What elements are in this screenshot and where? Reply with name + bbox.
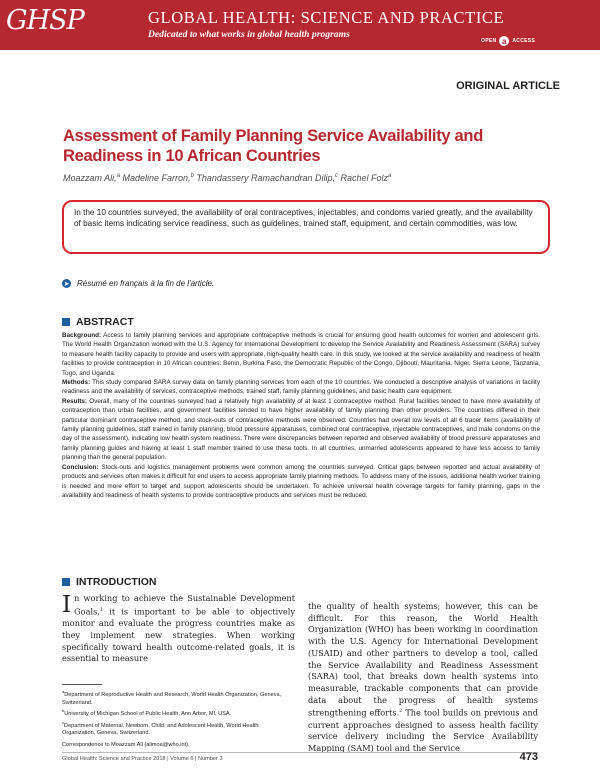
citation-ref[interactable]: 1 bbox=[99, 606, 104, 613]
footnote-mark: c bbox=[62, 719, 64, 725]
abstract-paragraph bbox=[62, 378, 540, 397]
footnote-mark: a bbox=[62, 689, 65, 694]
abstract-label: Results: bbox=[62, 397, 88, 405]
abstract-heading bbox=[62, 316, 134, 328]
author-name[interactable]: Rachel Folz bbox=[338, 173, 389, 183]
introduction-heading-text: INTRODUCTION bbox=[76, 576, 157, 588]
introduction-text: the quality of health systems; however, this can be difficult. For this reason, the World Health Organization (WHO) has been working in coordination with the U.S. Agency for International Development (USAID) and other partners to develop a tool, called the Service Availability and Readiness Assessment (SARA) tool, that breaks down health systems into measurable, trackable components that can provide data about the progress of health systems strengthening efforts. bbox=[308, 601, 538, 719]
abstract-label: Methods: bbox=[62, 379, 91, 387]
introduction-column-1 bbox=[62, 593, 295, 665]
abstract-body bbox=[62, 331, 540, 500]
footer-citation: Global Health: Science and Practice 2018 | Volume 6 | Number 3 bbox=[62, 756, 223, 762]
journal-title: GLOBAL HEALTH: SCIENCE AND PRACTICE bbox=[148, 8, 505, 27]
author-affiliation: a bbox=[388, 173, 392, 179]
footnote bbox=[62, 707, 292, 719]
abstract-text: Access to family planning services and appropriate contraceptive methods is crucial for ensuring good health outcomes for women and adolescent girls. The World Health Organization worked with the U.S. Agency for International Development to develop the Service Availability and Readiness Assessment (SARA) survey to measure health facility capacity to provide and users with appropriate, high-quality health care. In this study, we looked at the service availability and readiness of health facilities to provide contraception in 10 African countries: Benin, Burkina Faso, the Democratic Republic of the Congo, Djibouti, Mauritania, Niger, Sierra Leone, Tanzania, Togo, and Uganda. bbox=[62, 332, 540, 377]
footnote-text: University of Michigan School of Public Health, Ann Arbor, MI, USA. bbox=[64, 711, 232, 718]
arrow-right-icon: ➤ bbox=[63, 280, 70, 288]
abstract-label: Background: bbox=[62, 332, 102, 339]
author-affiliation: a bbox=[116, 173, 121, 179]
citation-ref[interactable]: 2 bbox=[399, 708, 403, 715]
abstract-paragraph bbox=[62, 331, 540, 378]
french-summary-link[interactable] bbox=[62, 279, 214, 288]
drop-cap: I bbox=[62, 592, 72, 618]
introduction-text: The tool builds on previous and current approaches designed to assess health facility service delivery including the Service Availability Mapping (SAM) tool and the Service bbox=[308, 708, 538, 754]
footnote bbox=[62, 738, 292, 750]
key-message-box: In the 10 countries surveyed, the availability of oral contraceptives, injectables, and condoms varied greatly, and the availability of basic items indicating service readiness, such as guidelines, trained staff, equipment, and certain commodities, was low. bbox=[62, 200, 550, 254]
section-square-icon bbox=[62, 318, 70, 326]
journal-tagline: Dedicated to what works in global health programs bbox=[148, 29, 350, 40]
introduction-heading bbox=[62, 576, 157, 588]
author-affiliation: b bbox=[190, 173, 194, 179]
open-access-right-text: ACCESS bbox=[512, 38, 536, 44]
introduction-text: n working to achieve the Sustainable Development Goals, bbox=[74, 593, 295, 617]
footnote-mark: b bbox=[62, 708, 65, 714]
footnote-text: Department of Maternal, Newborn, Child, and Adolescent Health, World Health Organization, Geneva, Switzerland. bbox=[62, 722, 259, 737]
author-name[interactable]: Thandassery Ramachandran Dilip, bbox=[193, 173, 335, 183]
correspondence-text[interactable]: Correspondence to Moazzam Ali (alimoa@who.int). bbox=[62, 741, 190, 748]
footnote bbox=[62, 688, 292, 707]
author-affiliation: c bbox=[335, 173, 338, 179]
abstract-text: Overall, many of the countries surveyed had a relatively high availability of at least 1 contraceptive method. Rural facilities tended to have more availability of contraception than urban facilities, and government facilities tended to have higher availability of family planning than other providers. The countries differed in their particular dominant contraceptive method, and stock-outs of contraceptive methods were observed. Countries had overall low levels of all 6 tracer items (availability of family planning guidelines, staff trained in family planning, blood pressure apparatuses, combined oral contraceptive, injectable contraceptives, and male condoms on the day of the assessment), indicating low health system readiness. There were discrepancies between reported and observed availability of blood pressure apparatuses and family planning guides and having at least 1 staff member trained to use these tools. In all countries, unmarried adolescents appeared to have less access to family planning than the general population. bbox=[62, 397, 540, 462]
open-access-left-text: OPEN bbox=[481, 38, 497, 44]
affiliation-footnotes bbox=[62, 688, 292, 750]
french-summary-text[interactable]: Résumé en français à la fin de l'article. bbox=[77, 279, 215, 288]
footnote-rule bbox=[62, 684, 102, 685]
journal-logo: GHSP bbox=[6, 5, 84, 36]
author-name[interactable]: Moazzam Ali, bbox=[63, 173, 117, 183]
abstract-label: Conclusion: bbox=[62, 463, 99, 471]
section-square-icon bbox=[62, 578, 70, 586]
author-list bbox=[63, 173, 391, 183]
author-name[interactable]: Madeline Farron, bbox=[120, 173, 191, 183]
abstract-paragraph bbox=[62, 463, 540, 501]
footnote bbox=[62, 719, 292, 738]
open-access-lock-icon: a bbox=[499, 36, 509, 46]
page-number: 473 bbox=[519, 751, 538, 763]
abstract-heading-text: ABSTRACT bbox=[76, 316, 134, 328]
abstract-text: Stock-outs and logistics management problems were common among the countries surveyed. Critical gaps between reported and actual availability of products and services often makes it difficult for end users to access appropriate family planning methods. To address many of the issues, additional health worker training is needed and more effort to target and support adolescents should be undertaken. To achieve universal health coverage targets for family planning, gaps in the availability and readiness of health systems to provide contraceptive products and services must be reduced. bbox=[62, 463, 540, 499]
footnote-text: Department of Reproductive Health and Research, World Health Organization, Geneva, Switzerland. bbox=[62, 691, 282, 706]
abstract-paragraph bbox=[62, 397, 540, 463]
introduction-paragraph bbox=[62, 593, 295, 665]
abstract-text: This study compared SARA survey data on family planning services from each of the 10 countries. We conducted a descriptive analysis of variations in facility readiness and the availability of services, contraceptive methods, trained staff, family planning guidelines, and basic health care equipment. bbox=[62, 379, 540, 396]
article-type-label: ORIGINAL ARTICLE bbox=[456, 80, 560, 92]
footer-rule bbox=[62, 752, 538, 753]
open-access-badge bbox=[481, 36, 535, 46]
introduction-column-2 bbox=[308, 601, 538, 755]
article-title: Assessment of Family Planning Service Availability and Readiness in 10 African Countries bbox=[63, 127, 483, 165]
introduction-text: it is important to be able to objectively monitor and evaluate the progress countries make as they implement new strategies. When working specifically toward health outcome-related goals, it is essential to measure bbox=[62, 606, 295, 664]
journal-banner bbox=[0, 0, 600, 50]
